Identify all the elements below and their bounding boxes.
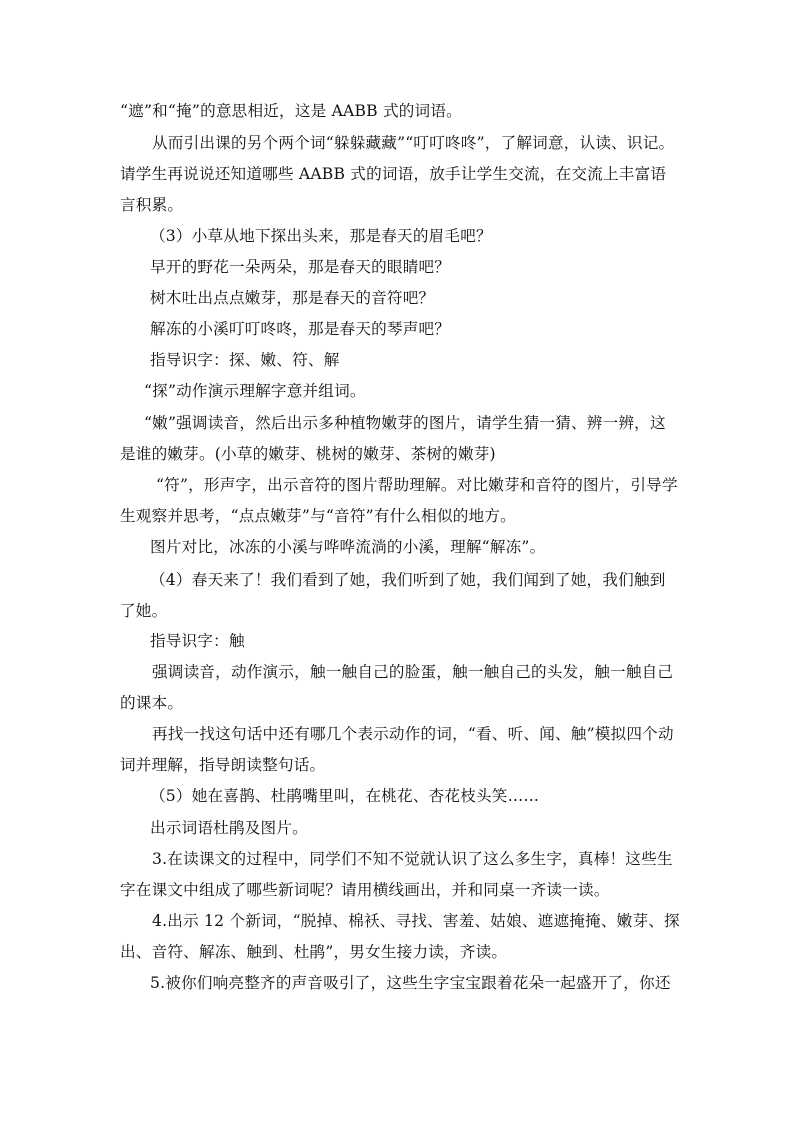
paragraph-thaw-comparison: 图片对比，冰冻的小溪与哗哗流淌的小溪，理解“解冻”。 <box>150 538 546 556</box>
paragraph-section-5: （5）她在喜鹊、杜鹃嘴里叫，在桃花、杏花枝头笑…… <box>150 787 540 805</box>
paragraph-characters-guide: 指导识字：探、嫩、符、解 <box>150 351 340 369</box>
paragraph-touch-guide: 指导识字：触 <box>150 632 245 650</box>
paragraph-tan-meaning: “探”动作演示理解字意并组词。 <box>144 382 366 400</box>
paragraph-nen-pictures: “嫩”强调读音，然后出示多种植物嫩芽的图片，请学生猜一猜、辨一辨，这是谁的嫩芽。(小草的嫩芽、桃树的嫩芽、茶树的嫩芽) <box>120 414 666 463</box>
paragraph-fu-pictures: “符”，形声字，出示音符的图片帮助理解。对比嫩芽和音符的图片，引导学生观察并思考，“点点嫩芽”与“音符”有什么相似的地方。 <box>120 476 678 525</box>
paragraph-flower-line: 早开的野花一朵两朵，那是春天的眼睛吧？ <box>150 258 451 276</box>
paragraph-step-3: 3.在读课文的过程中，同学们不知不觉就认识了这么多生字，真棒！这些生字在课文中组成了哪些新词呢？请用横线画出，并和同桌一齐读一读。 <box>120 850 673 899</box>
paragraph-stream-line: 解冻的小溪叮叮咚咚，那是春天的琴声吧？ <box>150 320 451 338</box>
paragraph-aabb-note: “遮”和“掩”的意思相近，这是 AABB 式的词语。 <box>120 102 462 120</box>
paragraph-action-verbs: 再找一找这句话中还有哪几个表示动作的词，“看、听、闻、触”模拟四个动词并理解，指导朗读整句话。 <box>120 725 674 774</box>
paragraph-new-words: 从而引出课的另个两个词“躲躲藏藏”“叮叮咚咚”，了解词意，认读、识记。请学生再说说还知道哪些 AABB 式的词语，放手让学生交流，在交流上丰富语言积累。 <box>120 134 675 214</box>
paragraph-section-3: （3）小草从地下探出头来，那是春天的眉毛吧？ <box>150 227 492 245</box>
paragraph-step-4: 4.出示 12 个新词，“脱掉、棉袄、寻找、害羞、姑娘、遮遮掩掩、嫩芽、探出、音符、解冻、触到、杜鹃”，男女生接力读，齐读。 <box>120 912 680 961</box>
paragraph-touch-demo: 强调读音，动作演示，触一触自己的脸蛋，触一触自己的头发，触一触自己的课本。 <box>120 663 674 712</box>
paragraph-section-4: （4）春天来了！我们看到了她，我们听到了她，我们闻到了她，我们触到了她。 <box>120 571 666 620</box>
paragraph-sprout-line: 树木吐出点点嫩芽，那是春天的音符吧？ <box>150 289 435 307</box>
paragraph-cuckoo-picture: 出示词语杜鹃及图片。 <box>150 819 308 837</box>
paragraph-step-5: 5.被你们响亮整齐的声音吸引了，这些生字宝宝跟着花朵一起盛开了，你还 <box>150 974 671 992</box>
